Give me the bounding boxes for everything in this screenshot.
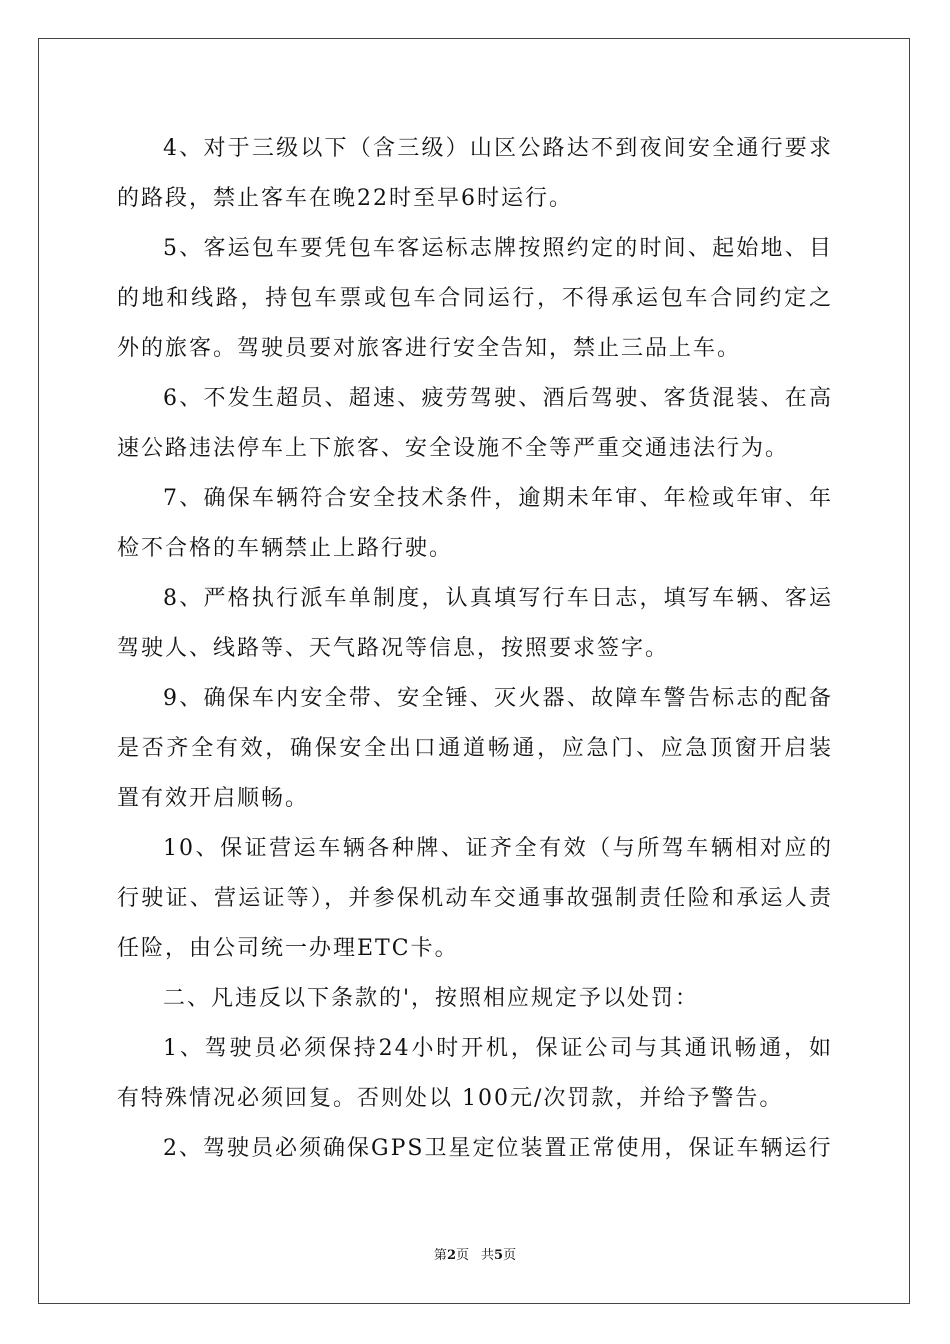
paragraph: 4、对于三级以下（含三级）山区公路达不到夜间安全通行要求的路段，禁止客车在晚22时至早6时运行。 bbox=[117, 136, 833, 211]
paragraph: 8、严格执行派车单制度，认真填写行车日志，填写车辆、客运驾驶人、线路等、天气路况等信息，按照要求签字。 bbox=[117, 586, 833, 661]
paragraph: 5、客运包车要凭包车客运标志牌按照约定的时间、起始地、目的地和线路，持包车票或包车合同运行，不得承运包车合同约定之外的旅客。驾驶员要对旅客进行安全告知，禁止三品上车。 bbox=[117, 236, 833, 361]
page-suffix: 页 bbox=[455, 1248, 469, 1263]
paragraph: 7、确保车辆符合安全技术条件，逾期未年审、年检或年审、年检不合格的车辆禁止上路行驶。 bbox=[117, 486, 833, 561]
document-body bbox=[117, 124, 833, 1174]
page-prefix: 第 bbox=[433, 1248, 447, 1263]
paragraph: 二、凡违反以下条款的'，按照相应规定予以处罚： bbox=[163, 986, 700, 1011]
paragraph: 1、驾驶员必须保持24小时开机，保证公司与其通讯畅通，如有特殊情况必须回复。否则处以 100元/次罚款，并给予警告。 bbox=[117, 1036, 833, 1111]
total-suffix: 页 bbox=[503, 1248, 517, 1263]
paragraph: 6、不发生超员、超速、疲劳驾驶、酒后驾驶、客货混装、在高速公路违法停车上下旅客、安全设施不全等严重交通违法行为。 bbox=[117, 386, 833, 461]
paragraph: 10、保证营运车辆各种牌、证齐全有效（与所驾车辆相对应的行驶证、营运证等），并参保机动车交通事故强制责任险和承运人责任险，由公司统一办理ETC卡。 bbox=[117, 836, 833, 961]
page-total: 5 bbox=[494, 1248, 504, 1263]
paragraph: 2、驾驶员必须确保GPS卫星定位装置正常使用，保证车辆运行 bbox=[163, 1136, 833, 1161]
paragraph: 9、确保车内安全带、安全锤、灭火器、故障车警告标志的配备是否齐全有效，确保安全出口通道畅通，应急门、应急顶窗开启装置有效开启顺畅。 bbox=[117, 686, 833, 811]
page-current: 2 bbox=[446, 1248, 456, 1263]
total-prefix: 共 bbox=[481, 1248, 495, 1263]
page-footer bbox=[0, 1244, 950, 1263]
